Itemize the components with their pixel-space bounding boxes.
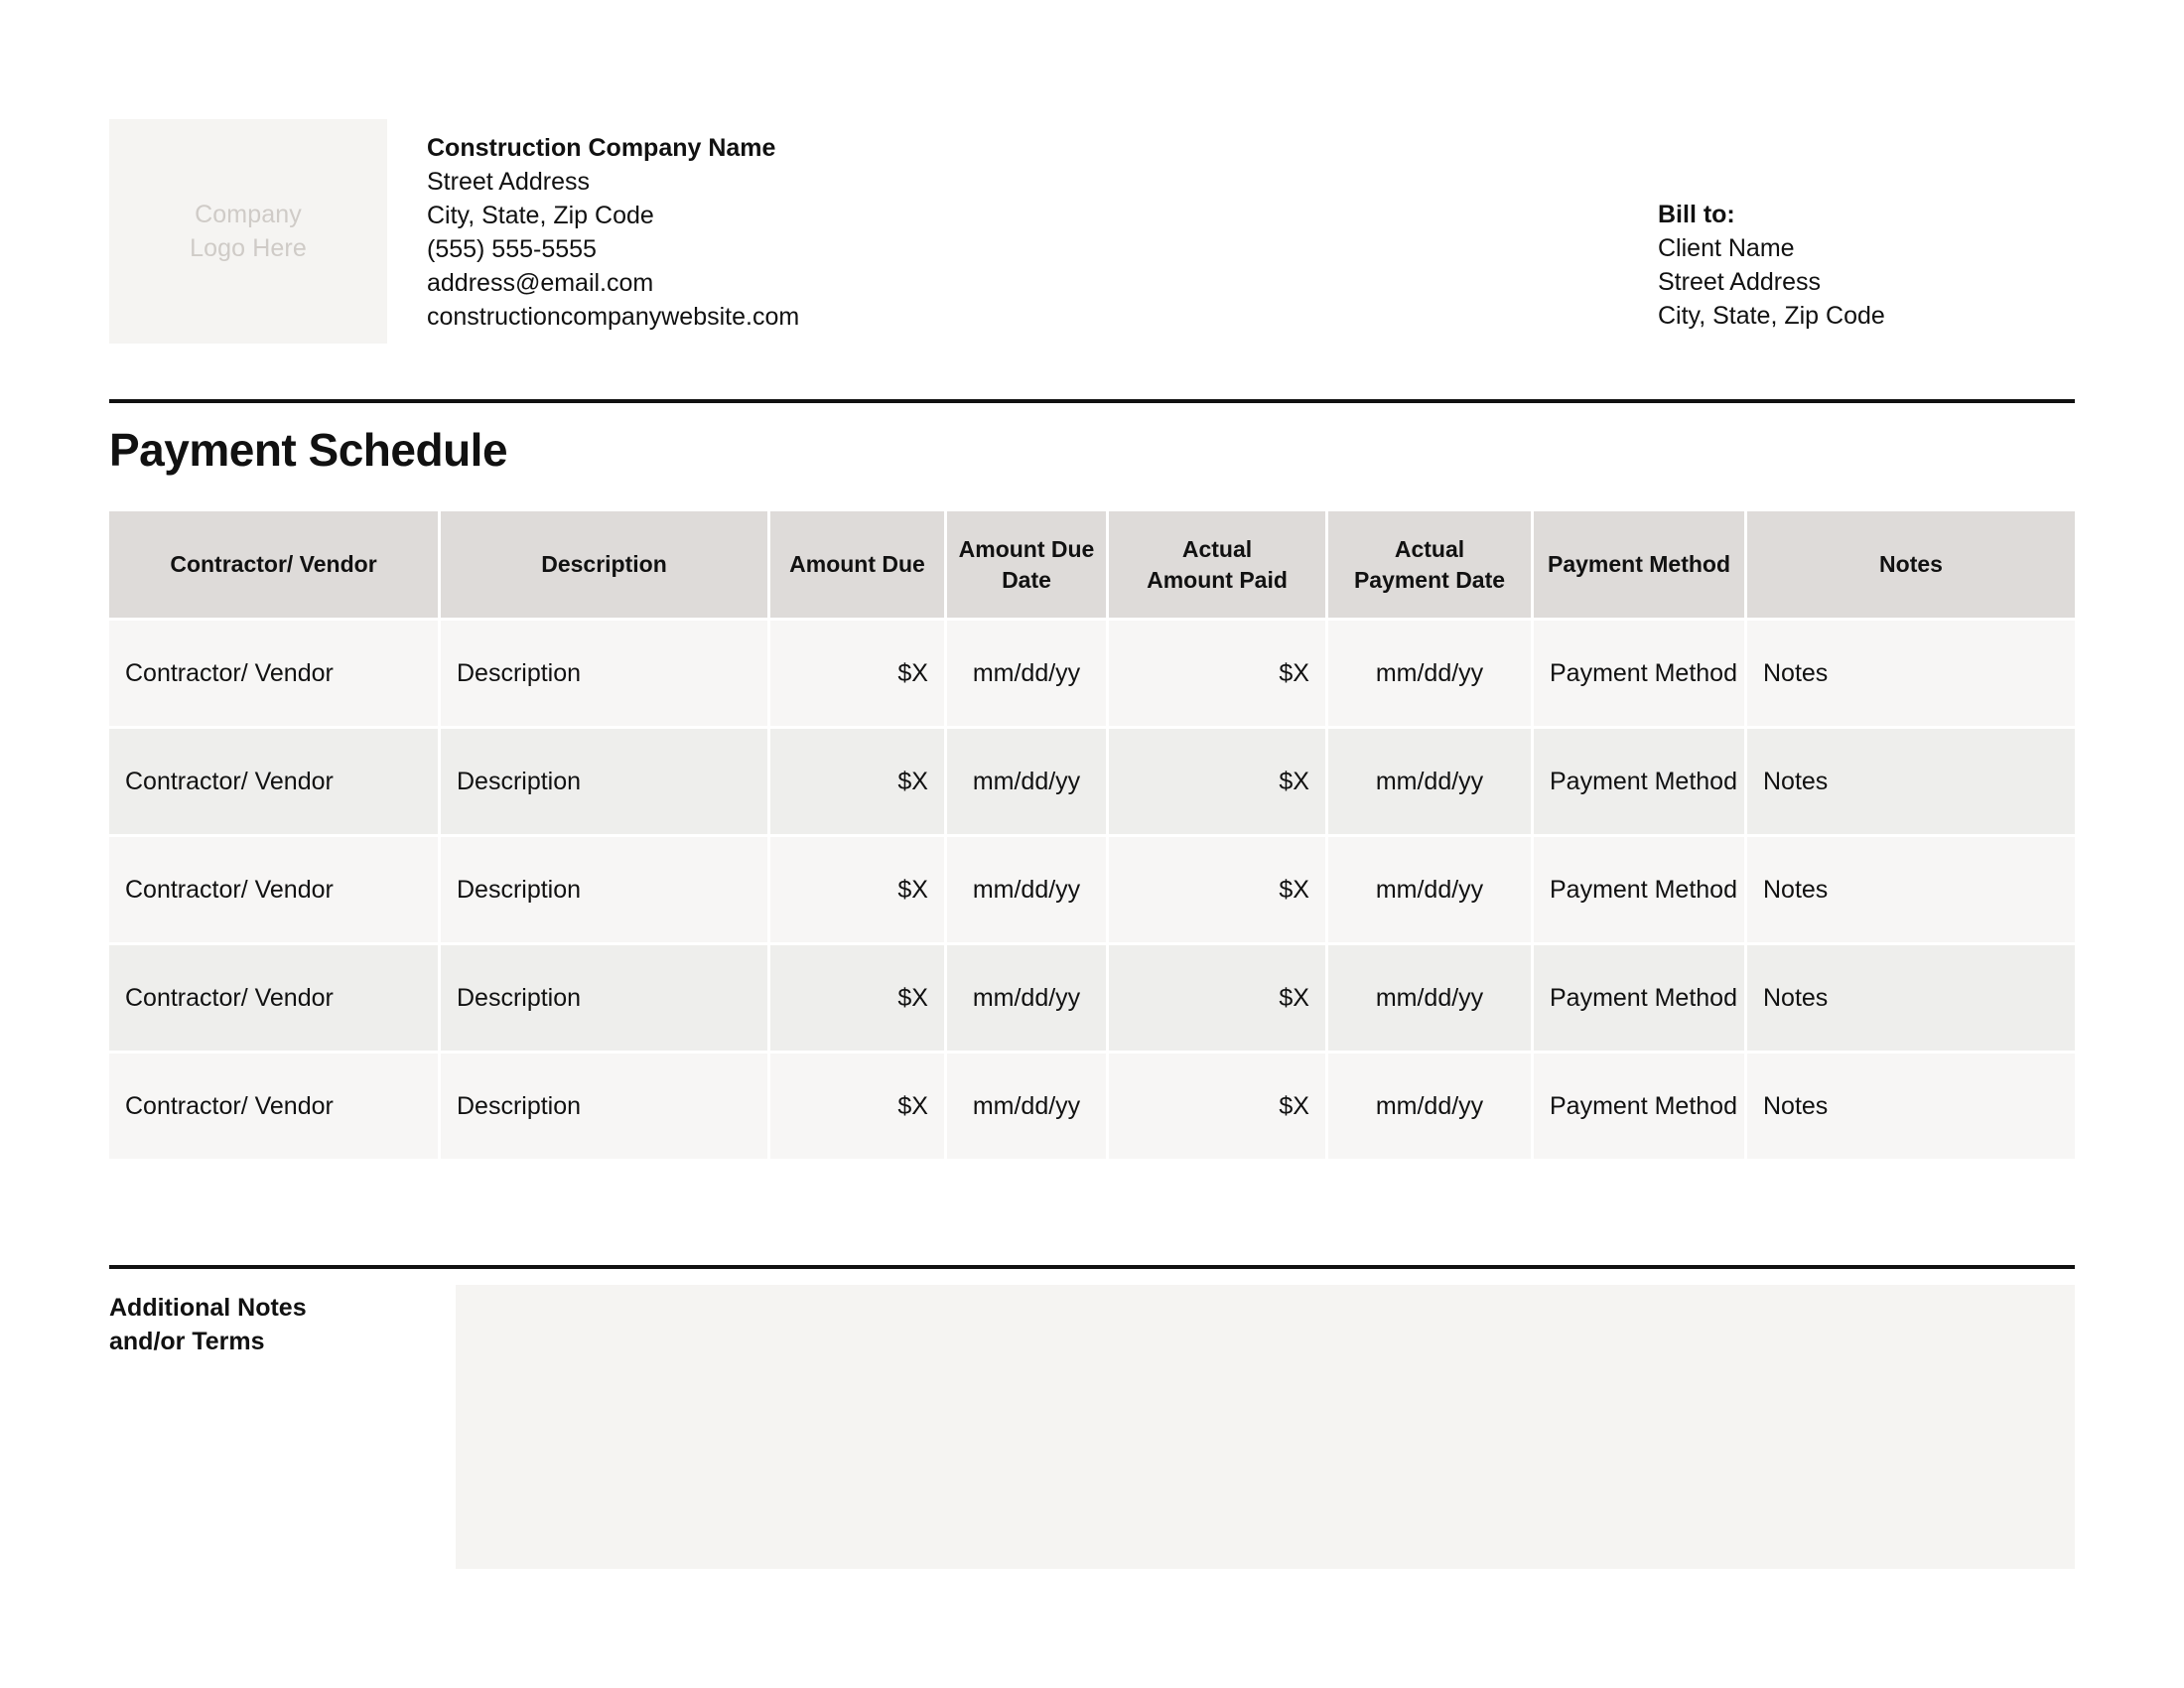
logo-placeholder-line-2: Logo Here	[190, 234, 307, 262]
company-website: constructioncompanywebsite.com	[427, 303, 800, 331]
cell-amount-due-date[interactable]: mm/dd/yy	[947, 942, 1109, 1051]
cell-amount-due-date[interactable]: mm/dd/yy	[947, 618, 1109, 726]
additional-notes-input[interactable]	[456, 1285, 2075, 1569]
table-header	[109, 511, 2075, 618]
table-row[interactable]	[109, 618, 2075, 726]
footer-divider-rule	[109, 1265, 2075, 1269]
cell-description[interactable]: Description	[441, 618, 770, 726]
cell-amount-due-date[interactable]: mm/dd/yy	[947, 834, 1109, 942]
table-row[interactable]	[109, 834, 2075, 942]
cell-actual-payment-date[interactable]: mm/dd/yy	[1328, 618, 1534, 726]
company-logo-placeholder[interactable]	[109, 119, 387, 344]
cell-amount-due[interactable]: $X	[770, 726, 947, 834]
client-name: Client Name	[1658, 234, 1795, 262]
column-header-contractor-vendor: Contractor/ Vendor	[109, 511, 441, 618]
table-body	[109, 618, 2075, 1159]
company-city-state-zip: City, State, Zip Code	[427, 202, 654, 229]
cell-notes[interactable]: Notes	[1747, 942, 2075, 1051]
cell-payment-method[interactable]: Payment Method	[1534, 726, 1747, 834]
cell-description[interactable]: Description	[441, 1051, 770, 1159]
company-email: address@email.com	[427, 269, 654, 297]
company-name: Construction Company Name	[427, 134, 776, 162]
cell-actual-amount-paid[interactable]: $X	[1109, 618, 1328, 726]
cell-contractor-vendor[interactable]: Contractor/ Vendor	[109, 942, 441, 1051]
cell-actual-payment-date[interactable]: mm/dd/yy	[1328, 834, 1534, 942]
cell-description[interactable]: Description	[441, 834, 770, 942]
cell-notes[interactable]: Notes	[1747, 726, 2075, 834]
cell-actual-payment-date[interactable]: mm/dd/yy	[1328, 942, 1534, 1051]
cell-payment-method[interactable]: Payment Method	[1534, 834, 1747, 942]
cell-payment-method[interactable]: Payment Method	[1534, 618, 1747, 726]
cell-description[interactable]: Description	[441, 942, 770, 1051]
column-header-amount-due: Amount Due	[770, 511, 947, 618]
table-row[interactable]	[109, 726, 2075, 834]
cell-actual-amount-paid[interactable]: $X	[1109, 1051, 1328, 1159]
column-header-amount-due-date: Amount Due Date	[947, 511, 1109, 618]
cell-actual-amount-paid[interactable]: $X	[1109, 726, 1328, 834]
column-header-actual-payment-date: Actual Payment Date	[1328, 511, 1534, 618]
additional-notes-label-line-2: and/or Terms	[109, 1328, 265, 1355]
client-city-state-zip: City, State, Zip Code	[1658, 302, 1885, 330]
column-header-payment-method: Payment Method	[1534, 511, 1747, 618]
company-phone: (555) 555-5555	[427, 235, 597, 263]
cell-actual-payment-date[interactable]: mm/dd/yy	[1328, 1051, 1534, 1159]
bill-to-label: Bill to:	[1658, 201, 1735, 228]
table-row[interactable]	[109, 942, 2075, 1051]
cell-notes[interactable]: Notes	[1747, 618, 2075, 726]
header-divider-rule	[109, 399, 2075, 403]
cell-contractor-vendor[interactable]: Contractor/ Vendor	[109, 618, 441, 726]
cell-notes[interactable]: Notes	[1747, 1051, 2075, 1159]
cell-amount-due-date[interactable]: mm/dd/yy	[947, 726, 1109, 834]
page-title: Payment Schedule	[109, 424, 508, 476]
cell-contractor-vendor[interactable]: Contractor/ Vendor	[109, 726, 441, 834]
cell-description[interactable]: Description	[441, 726, 770, 834]
additional-notes-label	[109, 1291, 437, 1358]
cell-amount-due[interactable]: $X	[770, 834, 947, 942]
client-street-address: Street Address	[1658, 268, 1821, 296]
column-header-actual-amount-paid: Actual Amount Paid	[1109, 511, 1328, 618]
column-header-description: Description	[441, 511, 770, 618]
cell-notes[interactable]: Notes	[1747, 834, 2075, 942]
company-street-address: Street Address	[427, 168, 590, 196]
additional-notes-label-line-1: Additional Notes	[109, 1294, 307, 1322]
cell-actual-amount-paid[interactable]: $X	[1109, 834, 1328, 942]
cell-actual-amount-paid[interactable]: $X	[1109, 942, 1328, 1051]
payment-schedule-table	[109, 511, 2075, 1159]
cell-actual-payment-date[interactable]: mm/dd/yy	[1328, 726, 1534, 834]
column-header-notes: Notes	[1747, 511, 2075, 618]
cell-contractor-vendor[interactable]: Contractor/ Vendor	[109, 1051, 441, 1159]
cell-amount-due[interactable]: $X	[770, 1051, 947, 1159]
cell-amount-due[interactable]: $X	[770, 942, 947, 1051]
cell-payment-method[interactable]: Payment Method	[1534, 942, 1747, 1051]
bill-to-block	[1658, 198, 2075, 333]
company-info-block	[427, 131, 799, 334]
table-row[interactable]	[109, 1051, 2075, 1159]
cell-amount-due[interactable]: $X	[770, 618, 947, 726]
table-header-row	[109, 511, 2075, 618]
cell-contractor-vendor[interactable]: Contractor/ Vendor	[109, 834, 441, 942]
cell-payment-method[interactable]: Payment Method	[1534, 1051, 1747, 1159]
cell-amount-due-date[interactable]: mm/dd/yy	[947, 1051, 1109, 1159]
logo-placeholder-line-1: Company	[195, 201, 302, 228]
document-header	[109, 119, 2075, 348]
